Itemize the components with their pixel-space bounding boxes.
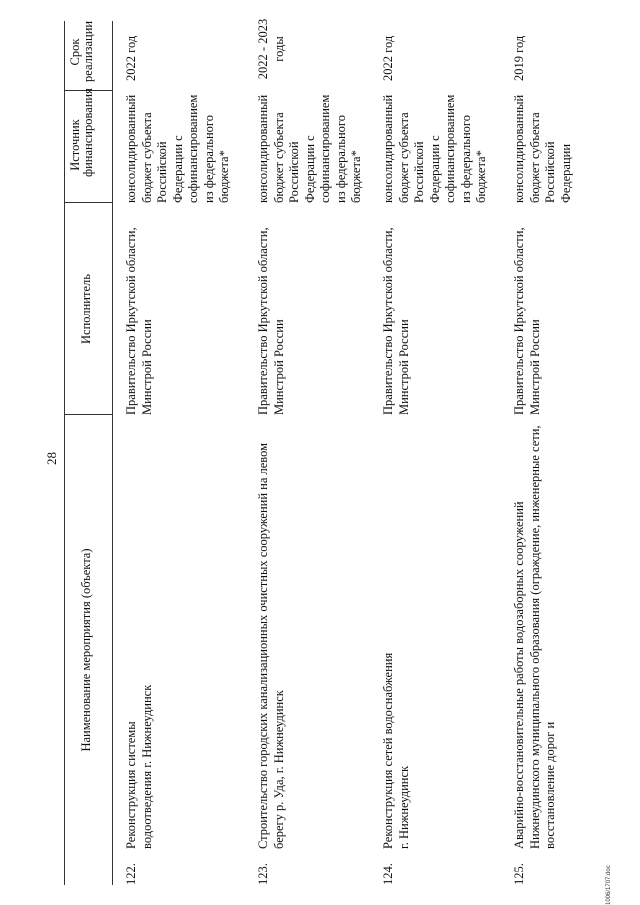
page-number: 28 — [44, 452, 59, 465]
table-header-rule — [112, 21, 113, 885]
row-123-number: 123. — [256, 863, 270, 885]
row-124-name: Реконструкция сетей водоснабжения г. Нижнеудинск — [381, 652, 411, 849]
header-executor: Исполнитель — [79, 274, 93, 344]
row-125-name: Аварийно-восстановительные работы водозаборных сооружений Нижнеудинского муниципального образования (ограждение, инженерные сети, восстановление дорог и — [512, 425, 557, 849]
row-123-source: консолидированный бюджет субъекта Российской Федерации с софинансированием из федерального бюджета* — [256, 94, 363, 203]
table-top-rule — [64, 21, 65, 885]
row-124-source: консолидированный бюджет субъекта Российской Федерации с софинансированием из федерального бюджета* — [381, 94, 488, 203]
header-name: Наименование мероприятия (объекта) — [79, 548, 93, 752]
row-122-name: Реконструкция системы водоотведения г. Нижнеудинск — [124, 684, 154, 849]
header-source: Источник финансирования — [68, 88, 95, 177]
row-122-term: 2022 год — [124, 35, 138, 81]
row-123-name: Строительство городских канализационных очистных сооружений на левом берегу р. Уда, г. Нижнеудинск — [256, 442, 286, 849]
file-footer: 1006/1707.doc — [606, 865, 612, 905]
row-123-term: 2022 - 2023 годы — [256, 18, 286, 80]
row-125-executor: Правительство Иркутской области, Минстрой России — [512, 227, 542, 415]
row-123-executor: Правительство Иркутской области, Минстрой России — [256, 227, 286, 415]
row-124-term: 2022 год — [381, 35, 395, 81]
row-122-executor: Правительство Иркутской области, Минстрой России — [124, 227, 154, 415]
row-125-number: 125. — [512, 863, 526, 885]
row-125-term: 2019 год — [512, 35, 526, 81]
header-term: Срок реализации — [68, 20, 95, 82]
row-122-source: консолидированный бюджет субъекта Российской Федерации с софинансированием из федерального бюджета* — [124, 94, 231, 203]
row-124-number: 124. — [381, 863, 395, 885]
row-124-executor: Правительство Иркутской области, Минстрой России — [381, 227, 411, 415]
row-125-source: консолидированный бюджет субъекта Российской Федерации — [512, 94, 573, 203]
measures-table — [64, 18, 594, 885]
row-122-number: 122. — [124, 863, 138, 885]
